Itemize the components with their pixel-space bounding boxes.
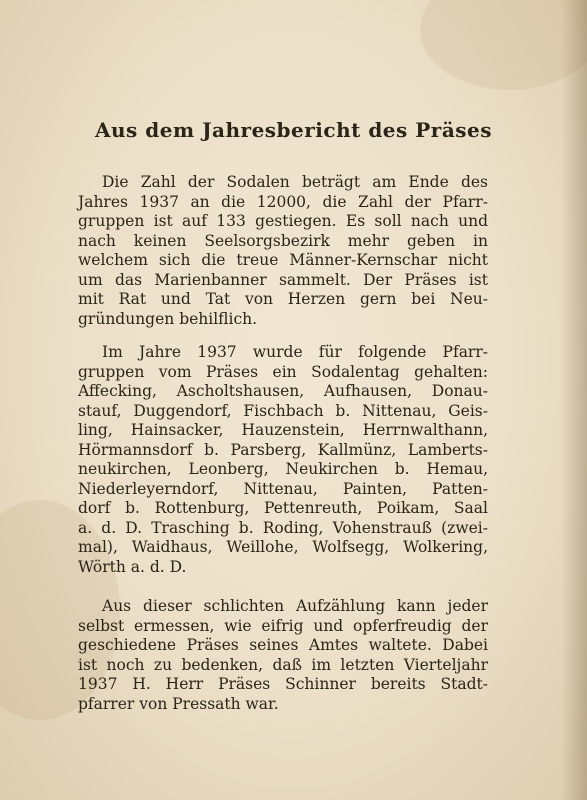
text-line: Wörth a. d. D.: [78, 557, 187, 576]
text-line: a. d. D. Trasching b. Roding, Vohenstrauß (zwei-: [78, 518, 488, 537]
text-line: dorf b. Rottenburg, Pettenreuth, Poikam, Saal: [78, 499, 488, 517]
text-line: Die Zahl der Sodalen beträgt am Ende des: [102, 173, 488, 191]
text-line: mit Rat und Tat von Herzen gern bei Neu-: [78, 290, 488, 308]
text-line: gründungen behilflich.: [78, 309, 258, 328]
text-line: Jahres 1937 an die 12000, die Zahl der Pfarr-: [78, 192, 488, 211]
text-line: Niederleyerndorf, Nittenau, Painten, Patten-: [78, 479, 488, 498]
page-title: Aus dem Jahresbericht des Präses: [94, 118, 493, 142]
text-line: nach keinen Seelsorgsbezirk mehr geben in: [78, 231, 488, 250]
text-line: geschiedene Präses seines Amtes waltete. Dabei: [78, 636, 488, 654]
text-line: um das Marienbanner sammelt. Der Präses ist: [78, 270, 488, 289]
text-line: ling, Hainsacker, Hauzenstein, Herrnwalthann,: [78, 421, 488, 439]
paragraph-1: [78, 173, 488, 329]
text-line: Affecking, Ascholtshausen, Aufhausen, Donau-: [78, 382, 488, 400]
text-line: mal), Waidhaus, Weillohe, Wolfsegg, Wolkering,: [78, 538, 488, 556]
text-line: Hörmannsdorf b. Parsberg, Kallmünz, Lamberts-: [78, 440, 488, 459]
text-line: Im Jahre 1937 wurde für folgende Pfarr-: [102, 343, 488, 361]
text-line: 1937 H. Herr Präses Schinner bereits Stadt-: [78, 675, 488, 693]
text-line: Aus dieser schlichten Aufzählung kann jeder: [102, 597, 488, 615]
text-line: neukirchen, Leonberg, Neukirchen b. Hemau,: [78, 460, 488, 478]
text-line: pfarrer von Pressath war.: [78, 694, 279, 713]
paragraph-2: [78, 343, 488, 577]
paragraph-3: [78, 597, 488, 714]
text-line: stauf, Duggendorf, Fischbach b. Nittenau, Geis-: [78, 401, 488, 420]
text-line: selbst ermessen, wie eifrig und opferfreudig der: [78, 616, 488, 635]
text-line: ist noch zu bedenken, daß im letzten Vierteljahr: [78, 655, 488, 674]
text-line: gruppen ist auf 133 gestiegen. Es soll nach und: [78, 212, 488, 230]
text-line: welchem sich die treue Männer-Kernschar nicht: [78, 251, 488, 269]
text-line: gruppen vom Präses ein Sodalentag gehalten:: [78, 362, 488, 381]
